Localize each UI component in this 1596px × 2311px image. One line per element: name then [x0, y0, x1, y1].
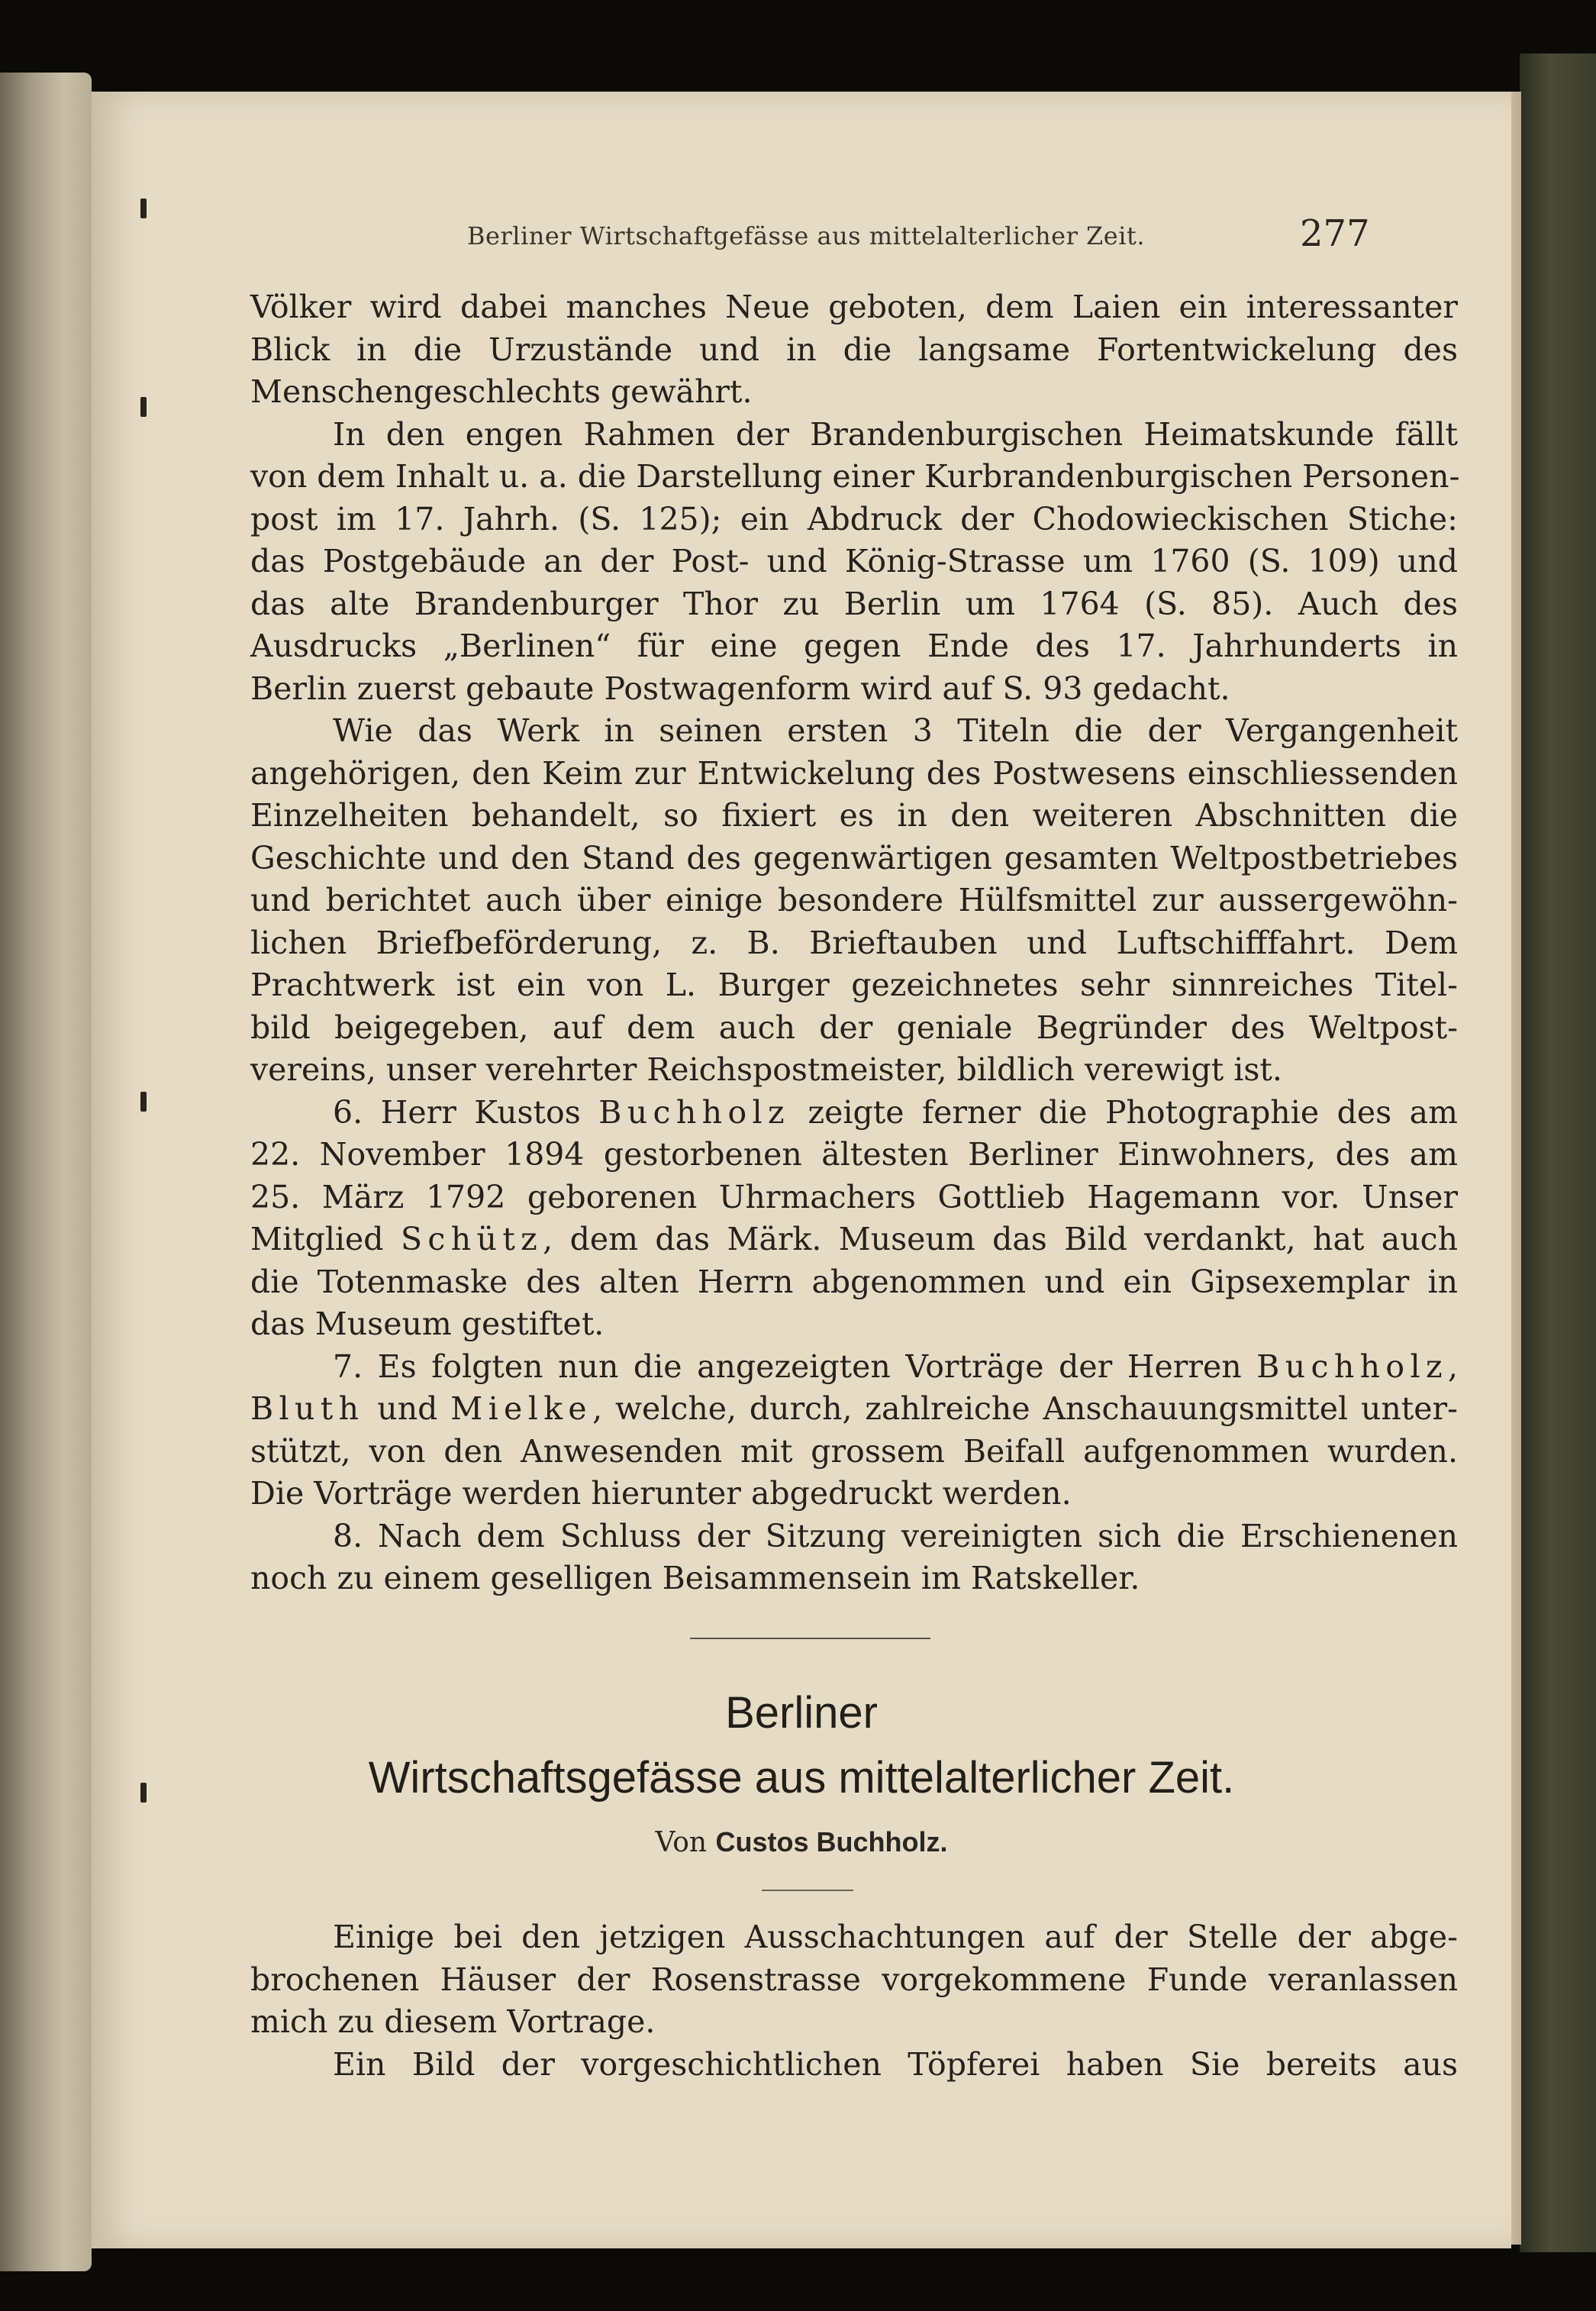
- article-title-line1: Berliner: [725, 1688, 878, 1738]
- text-line: Bluth und Mielke, welche, durch, zahlreiche Anschauungsmittel unter-: [250, 1390, 1458, 1427]
- text-line: das Museum gestiftet.: [250, 1306, 605, 1342]
- paragraph-block: [250, 1916, 1458, 2086]
- text-line: Die Vorträge werden hierunter abgedruckt werden.: [250, 1475, 1072, 1512]
- text-line: von dem Inhalt u. a. die Darstellung einer Kurbrandenburgischen Personen-: [250, 458, 1460, 495]
- margin-mark: [140, 397, 147, 417]
- text-line: und berichtet auch über einige besondere Hülfsmittel zur aussergewöhn-: [250, 882, 1458, 918]
- text-line: Menschengeschlechts gewährt.: [250, 373, 753, 410]
- book-binding-left: [0, 73, 92, 2271]
- text-line: brochenen Häuser der Rosenstrasse vorgekommene Funde veranlassen: [250, 1961, 1458, 1998]
- text-line: 22. November 1894 gestorbenen ältesten Berliner Einwohners, des am: [250, 1136, 1458, 1173]
- article-title-line2: Wirtschaftsgefässe aus mittelalterlicher Zeit.: [368, 1753, 1235, 1803]
- text-line: post im 17. Jahrh. (S. 125); ein Abdruck der Chodowieckischen Stiche:: [250, 500, 1458, 537]
- text-line: das Postgebäude an der Post- und König-Strasse um 1760 (S. 109) und: [250, 543, 1458, 579]
- text-line: 6. Herr Kustos Buchholz zeigte ferner die Photographie des am: [333, 1093, 1458, 1131]
- text-line: Berlin zuerst gebaute Postwagenform wird auf S. 93 gedacht.: [250, 670, 1230, 707]
- text-line: bild beigegeben, auf dem auch der geniale Begründer des Weltpost-: [250, 1009, 1458, 1046]
- text-line: Mitglied Schütz, dem das Märk. Museum das Bild verdankt, hat auch: [250, 1221, 1458, 1257]
- section-divider: [690, 1638, 930, 1639]
- text-line: die Totenmaske des alten Herrn abgenommen und ein Gipsexemplar in: [250, 1263, 1458, 1300]
- text-line: stützt, von den Anwesenden mit grossem Beifall aufgenommen wurden.: [250, 1432, 1458, 1470]
- text-line: Geschichte und den Stand des gegenwärtigen gesamten Weltpostbetriebes: [250, 839, 1458, 876]
- text-line: mich zu diesem Vortrage.: [250, 2003, 656, 2040]
- title-divider: [762, 1890, 853, 1891]
- running-head: Berliner Wirtschaftgefässe aus mittelalterlicher Zeit.: [467, 221, 1145, 250]
- margin-mark: [140, 199, 147, 218]
- text-line: 25. März 1792 geborenen Uhrmachers Gottlieb Hagemann vor. Unser: [250, 1178, 1458, 1215]
- text-line: Blick in die Urzustände und in die langsame Fortentwickelung des: [250, 331, 1458, 368]
- text-line: Völker wird dabei manches Neue geboten, dem Laien ein interessanter: [250, 289, 1458, 325]
- book-cover-right: [1520, 53, 1596, 2252]
- text-line: In den engen Rahmen der Brandenburgischen Heimatskunde fällt: [333, 415, 1458, 453]
- text-line: noch zu einem geselligen Beisammensein im Ratskeller.: [250, 1560, 1140, 1596]
- text-line: Einzelheiten behandelt, so fixiert es in den weiteren Abschnitten die: [250, 797, 1458, 834]
- text-line: 8. Nach dem Schluss der Sitzung vereinigten sich die Erschienenen: [333, 1517, 1458, 1554]
- text-line: lichen Briefbeförderung, z. B. Brieftauben und Luftschifffahrt. Dem: [250, 924, 1458, 961]
- book-page: [92, 92, 1511, 2248]
- text-line: angehörigen, den Keim zur Entwickelung des Postwesens einschliessenden: [250, 754, 1458, 792]
- page-number: 277: [1300, 212, 1370, 255]
- article-byline: Von Custos Buchholz.: [655, 1826, 948, 1858]
- text-line: Prachtwerk ist ein von L. Burger gezeichnetes sehr sinnreiches Titel-: [250, 967, 1458, 1003]
- margin-mark: [140, 1092, 147, 1112]
- text-line: vereins, unser verehrter Reichspostmeister, bildlich verewigt ist.: [250, 1051, 1282, 1088]
- paragraph-block: [250, 286, 1458, 1092]
- text-line: Ausdrucks „Berlinen“ für eine gegen Ende des 17. Jahrhunderts in: [250, 628, 1458, 664]
- text-line: Ein Bild der vorgeschichtlichen Töpferei haben Sie bereits aus: [333, 2045, 1458, 2083]
- text-line: 7. Es folgten nun die angezeigten Vorträge der Herren Buchholz,: [333, 1348, 1458, 1385]
- body-text-bottom: [250, 1916, 1458, 2086]
- text-line: das alte Brandenburger Thor zu Berlin um 1764 (S. 85). Auch des: [250, 585, 1458, 622]
- body-text-top: [250, 286, 1458, 1600]
- text-line: Wie das Werk in seinen ersten 3 Titeln die der Vergangenheit: [333, 712, 1458, 749]
- text-line: Einige bei den jetzigen Ausschachtungen auf der Stelle der abge-: [333, 1919, 1458, 1955]
